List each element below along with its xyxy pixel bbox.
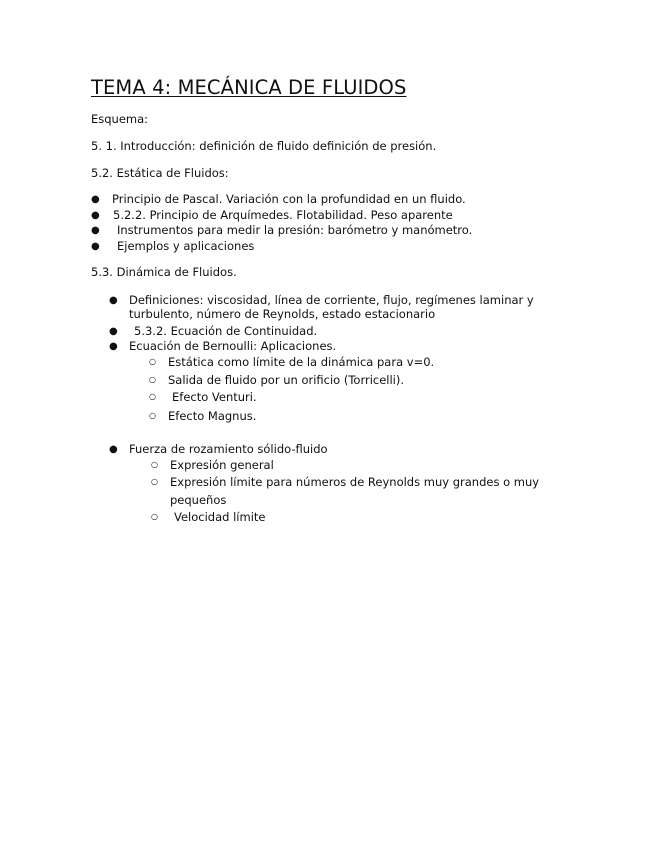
bullet-icon: ● — [91, 194, 100, 205]
list-item-continuity: 5.3.2. Ecuación de Continuidad. — [134, 324, 318, 338]
bullet-icon: ● — [91, 225, 100, 236]
sub-list-item: Salida de fluido por un orificio (Torricelli). — [168, 373, 405, 387]
sub-list-item: Velocidad límite — [174, 510, 266, 524]
esquema-label: Esquema: — [91, 112, 149, 126]
list-item: 5.2.2. Principio de Arquímedes. Flotabilidad. Peso aparente — [113, 208, 453, 222]
sub-list-item: Efecto Magnus. — [168, 409, 257, 423]
section-statics-heading: 5.2. Estática de Fluidos: — [91, 166, 229, 180]
list-item-bernoulli: Ecuación de Bernoulli: Aplicaciones. — [129, 339, 337, 353]
section-dynamics-heading: 5.3. Dinámica de Fluidos. — [91, 265, 237, 279]
circle-bullet-icon: ○ — [149, 392, 156, 401]
list-item-definitions-line1: Definiciones: viscosidad, línea de corriente, flujo, regímenes laminar y — [129, 293, 534, 307]
circle-bullet-icon: ○ — [149, 411, 156, 420]
circle-bullet-icon: ○ — [151, 460, 158, 469]
circle-bullet-icon: ○ — [149, 357, 156, 366]
bullet-icon: ● — [109, 326, 118, 337]
circle-bullet-icon: ○ — [149, 375, 156, 384]
list-item-definitions-line2: turbulento, número de Reynolds, estado estacionario — [129, 307, 436, 321]
bullet-icon: ● — [91, 241, 100, 252]
sub-list-item-line2: pequeños — [170, 493, 227, 507]
document-title: TEMA 4: MECÁNICA DE FLUIDOS — [91, 76, 407, 99]
circle-bullet-icon: ○ — [151, 477, 158, 486]
section-intro: 5. 1. Introducción: definición de fluido definición de presión. — [91, 139, 437, 153]
list-item: Principio de Pascal. Variación con la profundidad en un fluido. — [112, 192, 466, 206]
bullet-icon: ● — [109, 341, 118, 352]
list-item: Ejemplos y aplicaciones — [117, 239, 255, 253]
sub-list-item-line1: Expresión límite para números de Reynolds muy grandes o muy — [170, 475, 540, 489]
circle-bullet-icon: ○ — [151, 512, 158, 521]
bullet-icon: ● — [109, 295, 118, 306]
sub-list-item: Expresión general — [170, 458, 274, 472]
list-item-friction: Fuerza de rozamiento sólido-fluido — [129, 442, 328, 456]
bullet-icon: ● — [91, 210, 100, 221]
list-item: Instrumentos para medir la presión: barómetro y manómetro. — [117, 223, 473, 237]
sub-list-item: Estática como límite de la dinámica para v=0. — [168, 355, 435, 369]
bullet-icon: ● — [109, 444, 118, 455]
sub-list-item: Efecto Venturi. — [172, 390, 257, 404]
